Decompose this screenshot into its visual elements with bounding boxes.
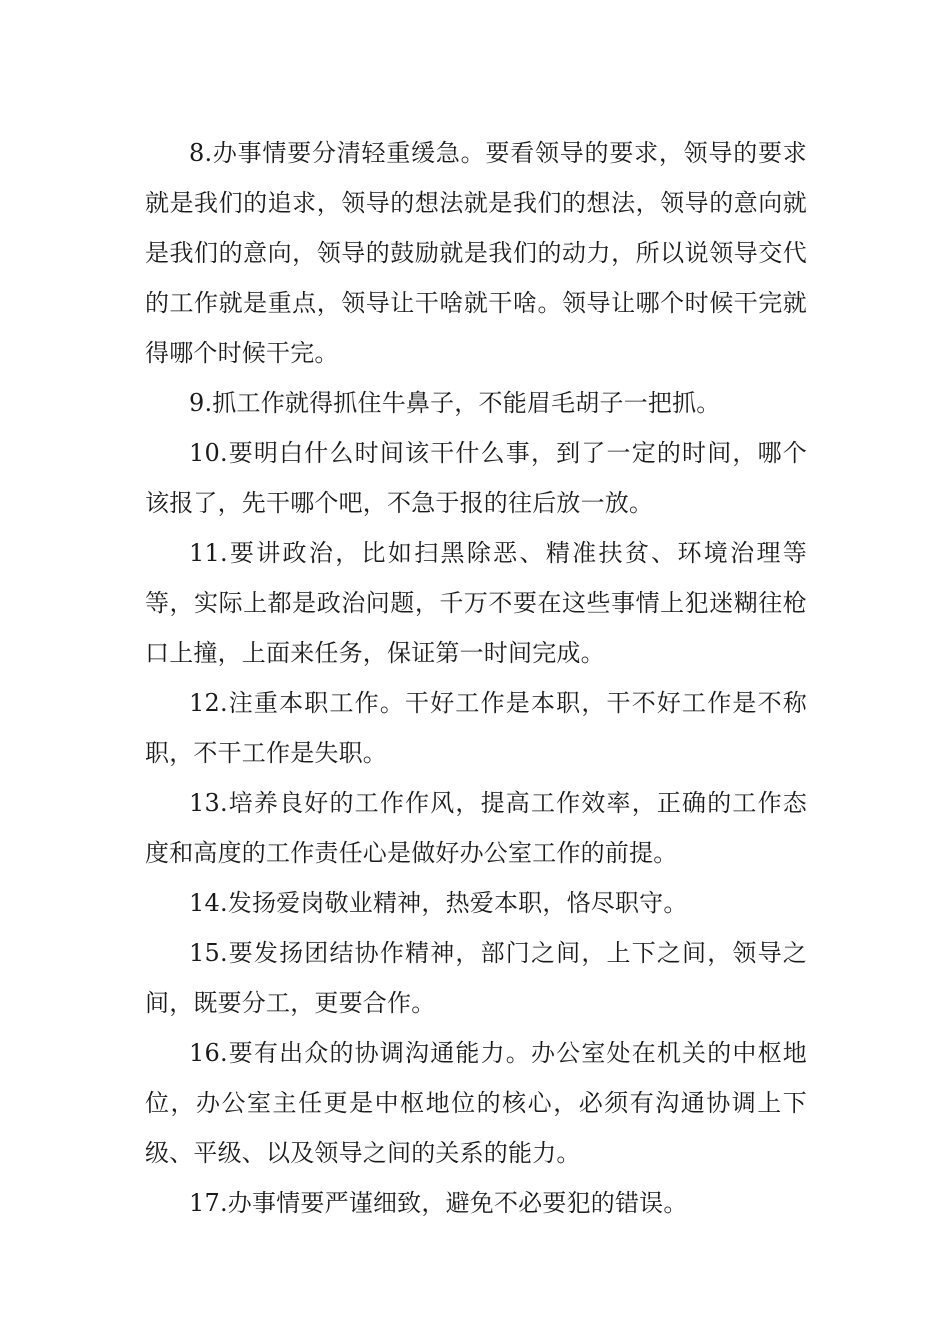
paragraph-item-10: 10.要明白什么时间该干什么事，到了一定的时间，哪个该报了，先干哪个吧，不急于报的往后放一放。 — [145, 439, 807, 517]
paragraph-item-16: 16.要有出众的协调沟通能力。办公室处在机关的中枢地位，办公室主任更是中枢地位的核心，必须有沟通协调上下级、平级、以及领导之间的关系的能力。 — [145, 1039, 807, 1167]
paragraph-item-13: 13.培养良好的工作作风，提高工作效率，正确的工作态度和高度的工作责任心是做好办公室工作的前提。 — [145, 789, 807, 867]
document-body — [145, 128, 807, 1228]
paragraph-item-17: 17.办事情要严谨细致，避免不必要犯的错误。 — [189, 1189, 688, 1217]
paragraph-item-12: 12.注重本职工作。干好工作是本职，干不好工作是不称职，不干工作是失职。 — [145, 689, 807, 767]
paragraph-item-8: 8.办事情要分清轻重缓急。要看领导的要求，领导的要求就是我们的追求，领导的想法就是我们的想法，领导的意向就是我们的意向，领导的鼓励就是我们的动力，所以说领导交代的工作就是重点，领导让干啥就干啥。领导让哪个时候干完就得哪个时候干完。 — [145, 139, 807, 367]
paragraph-item-11: 11.要讲政治，比如扫黑除恶、精准扶贫、环境治理等等，实际上都是政治问题，千万不要在这些事情上犯迷糊往枪口上撞，上面来任务，保证第一时间完成。 — [145, 539, 807, 667]
paragraph-item-9: 9.抓工作就得抓住牛鼻子，不能眉毛胡子一把抓。 — [189, 389, 721, 417]
paragraph-item-15: 15.要发扬团结协作精神，部门之间，上下之间，领导之间，既要分工，更要合作。 — [145, 939, 807, 1017]
paragraph-item-14: 14.发扬爱岗敬业精神，热爱本职，恪尽职守。 — [189, 889, 688, 917]
